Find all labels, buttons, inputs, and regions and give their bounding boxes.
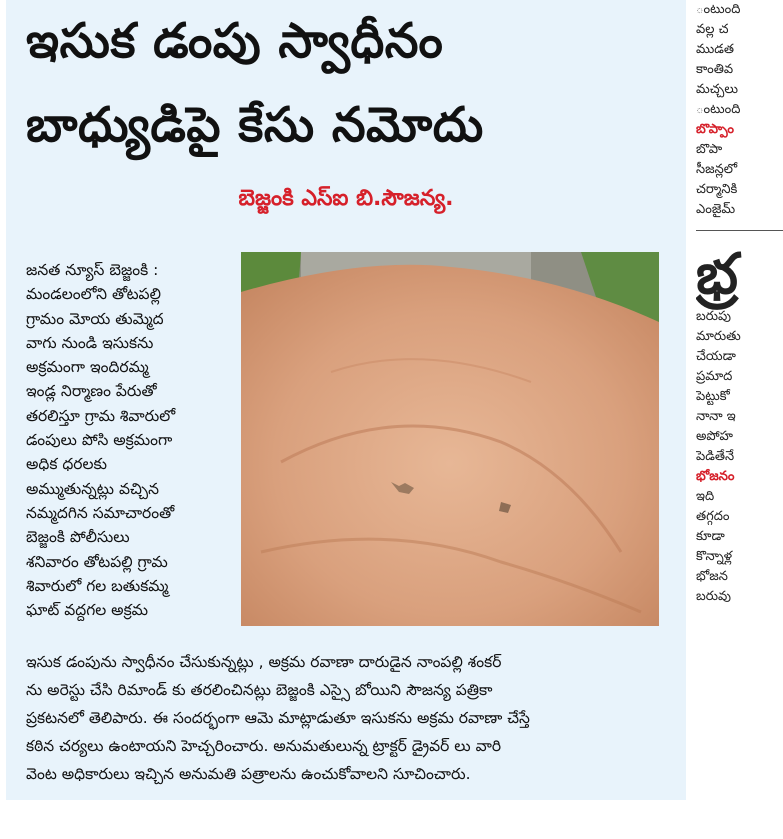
adjacent-article-column [696, 0, 783, 800]
body-line: నమ్మదగిన సమాచారంతో [26, 503, 175, 522]
side-line: ఇది [696, 489, 715, 504]
side-line: తగ్గదం [696, 509, 730, 524]
side-line: కూడా [696, 529, 725, 544]
side-line: బరుపు [696, 309, 731, 324]
body-line: తరలిస్తూ గ్రామ శివారులో [26, 406, 176, 425]
body-line: అమ్ముతున్నట్లు వచ్చిన [26, 479, 159, 498]
body-line: బెజ్జంకి పోలీసులు [26, 528, 130, 547]
side-line: మారుతు [696, 329, 741, 344]
side-line: భోజన [696, 569, 728, 584]
side-line: సీజన్లలో [696, 162, 738, 177]
side-line: చర్మానికి [696, 182, 738, 197]
body-line: వాగు నుండి ఇసుకను [26, 333, 154, 352]
body-line: మండలంలోని తోటపల్లి [26, 285, 161, 304]
body-line: ఇసుక డంపును స్వాధీనం చేసుకున్నట్లు , అక్రమ రవాణా దారుడైన నాంపల్లి శంకర్ [26, 653, 502, 671]
body-line: ప్రకటనలో తెలిపారు. ఈ సందర్భంగా ఆమె మాట్లాడుతూ ఇసుకను అక్రమ రవాణా చేస్తే [26, 709, 530, 727]
article-body-column [26, 258, 224, 622]
news-article [6, 0, 686, 800]
body-line: శనివారం తోటపల్లి గ్రామ [26, 552, 168, 571]
article-body-full [26, 648, 676, 788]
body-line: ఘాట్ వద్దగల అక్రమ [26, 601, 149, 620]
body-line: జనత న్యూస్ బెజ్జంకి : [26, 261, 159, 279]
side-headline: భ్ర [696, 242, 738, 307]
body-line: డంపులు పోసి అక్రమంగా [26, 431, 173, 450]
side-line: పెట్టుకో [696, 389, 730, 404]
side-line: కాంతివ [696, 62, 734, 77]
side-line: మచ్చలు [696, 82, 739, 97]
body-line: కఠిన చర్యలు ఉంటాయని హెచ్చరించారు. అనుమతులున్న ట్రాక్టర్ డ్రైవర్ లు వారి [26, 737, 502, 755]
side-subhead: బొప్పాం [696, 122, 734, 137]
side-subhead: భోజనం [696, 469, 735, 484]
side-line: వల్ల చ [696, 22, 729, 37]
headline-line-1: ఇసుక డంపు స్వాధీనం [26, 13, 444, 69]
body-line: అధిక ధరలకు [26, 455, 107, 474]
sand-heap-photo [241, 252, 659, 626]
body-line: ఇండ్ల నిర్మాణం పేరుతో [26, 382, 157, 401]
body-line: ను అరెస్టు చేసి రిమాండ్ కు తరలించినట్లు బెజ్జంకి ఎస్సై బోయిని సౌజన్య పత్రికా [26, 681, 493, 699]
body-line: అక్రమంగా ఇందిరమ్మ [26, 358, 149, 377]
byline: బెజ్జంకి ఎస్ఐ బి.సౌజన్య. [238, 186, 454, 211]
divider [696, 230, 783, 231]
side-line: ఎంజైమ్ [696, 202, 736, 217]
side-line: నానా ఇ [696, 409, 736, 424]
side-line: ంటుంది [696, 102, 741, 117]
side-line: బరువు [696, 589, 731, 604]
side-line: చేయడా [696, 349, 736, 364]
side-line: బొపా [696, 142, 723, 157]
body-line: వెంట అధికారులు ఇచ్చిన అనుమతి పత్రాలను ఉంచుకోవాలని సూచించారు. [26, 765, 471, 783]
body-line: శివారులో గల బతుకమ్మ [26, 576, 169, 595]
body-line: గ్రామం మోయ తుమ్మెద [26, 309, 164, 328]
headline-line-2: బాధ్యుడిపై కేసు నమోదు [26, 97, 484, 153]
headline [26, 6, 676, 160]
side-line: ంటుంది [696, 2, 741, 17]
side-line: కొన్నాళ్ల [696, 549, 733, 564]
side-line: ముడత [696, 42, 734, 57]
side-line: ప్రమాద [696, 369, 733, 384]
side-line: పెడితేనే [696, 449, 735, 464]
side-line: అపోహ [696, 429, 733, 444]
